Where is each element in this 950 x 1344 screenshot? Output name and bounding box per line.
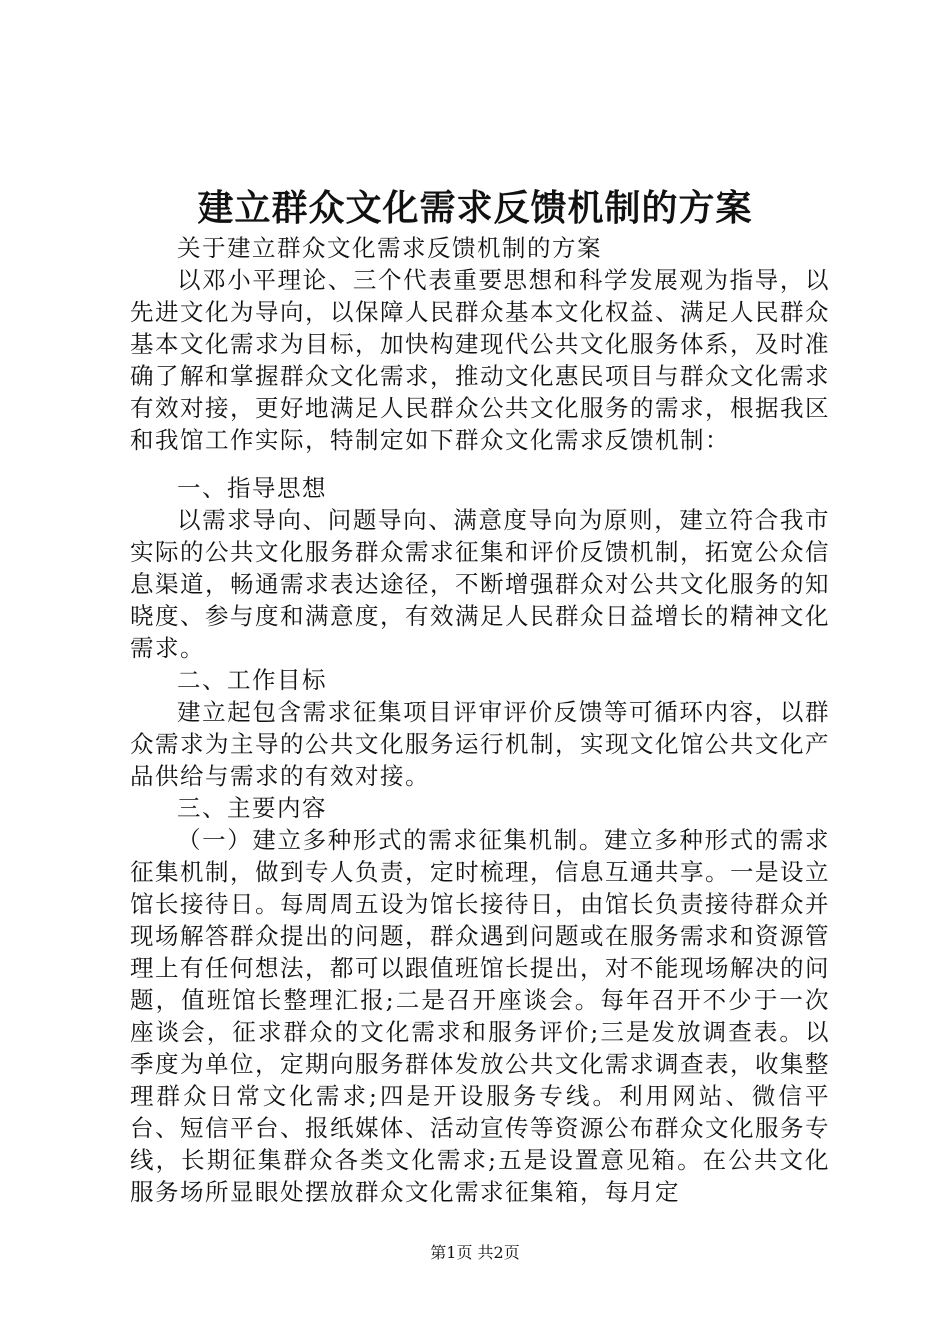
document-title: 建立群众文化需求反馈机制的方案 bbox=[197, 187, 753, 229]
main-content-paragraph: （一）建立多种形式的需求征集机制。建立多种形式的需求征集机制，做到专人负责，定时梳理，信息互通共享。一是设立馆长接待日。每周周五设为馆长接待日，由馆长负责接待群众并现场解答群众提出的问题，群众遇到问题或在服务需求和资源管理上有任何想法，都可以跟值班馆长提出，对不能现场解决的问题，值班馆长整理汇报;二是召开座谈会。每年召开不少于一次座谈会，征求群众的文化需求和服务评价;三是发放调查表。以季度为单位，定期向服务群体发放公共文化需求调查表，收集整理群众日常文化需求;四是开设服务专线。利用网站、微信平台、短信平台、报纸媒体、活动宣传等资源公布群众文化服务专线，长期征集群众各类文化需求;五是设置意见箱。在公共文化服务场所显眼处摆放群众文化需求征集箱，每月定 bbox=[130, 826, 830, 1206]
document-body bbox=[130, 232, 830, 1208]
subtitle-paragraph: 关于建立群众文化需求反馈机制的方案 bbox=[177, 234, 602, 262]
page-number-footer: 第1页 共2页 bbox=[430, 1243, 520, 1262]
section-heading-work-goals: 二、工作目标 bbox=[177, 666, 327, 694]
section-heading-main-content: 三、主要内容 bbox=[177, 794, 327, 822]
guiding-thought-paragraph: 以需求导向、问题导向、满意度导向为原则，建立符合我市实际的公共文化服务群众需求征集和评价反馈机制，拓宽公众信息渠道，畅通需求表达途径，不断增强群众对公共文化服务的知晓度、参与度和满意度，有效满足人民群众日益增长的精神文化需求。 bbox=[130, 506, 830, 662]
work-goals-paragraph: 建立起包含需求征集项目评审评价反馈等可循环内容，以群众需求为主导的公共文化服务运行机制，实现文化馆公共文化产品供给与需求的有效对接。 bbox=[130, 698, 830, 790]
section-heading-guiding-thought: 一、指导思想 bbox=[177, 474, 327, 502]
intro-paragraph: 以邓小平理论、三个代表重要思想和科学发展观为指导，以先进文化为导向，以保障人民群众基本文化权益、满足人民群众基本文化需求为目标，加快构建现代公共文化服务体系，及时准确了解和掌握群众文化需求，推动文化惠民项目与群众文化需求有效对接，更好地满足人民群众公共文化服务的需求，根据我区和我馆工作实际，特制定如下群众文化需求反馈机制： bbox=[130, 266, 830, 454]
